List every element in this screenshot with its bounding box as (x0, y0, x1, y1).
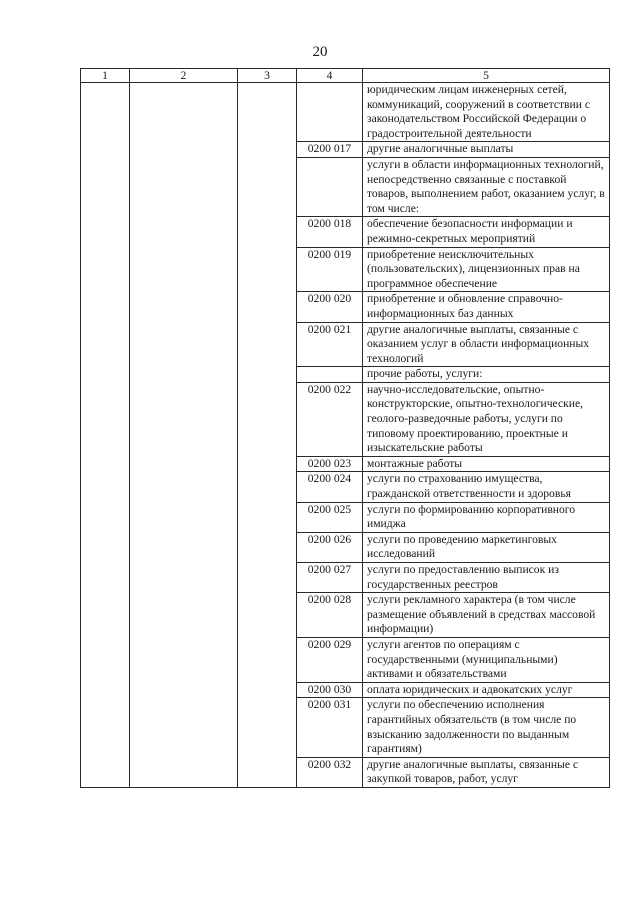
description-cell: услуги в области информационных технологий, непосредственно связанные с поставкой товаров, выполнением работ, оказанием услуг, в том числе: (363, 157, 610, 216)
description-cell: услуги по страхованию имущества, гражданской ответственности и здоровья (363, 472, 610, 502)
code-cell (297, 157, 363, 216)
description-cell: услуги по обеспечению исполнения гарантийных обязательств (в том числе по взысканию задолженности по выданным гарантиям) (363, 698, 610, 757)
empty-column-1-cell (81, 83, 130, 788)
description-cell: услуги по предоставлению выписок из государственных реестров (363, 563, 610, 593)
code-cell: 0200 022 (297, 382, 363, 456)
column-header: 1 (81, 69, 130, 83)
code-cell: 0200 025 (297, 502, 363, 532)
description-cell: научно-исследовательские, опытно-конструкторские, опытно-технологические, геолого-разведочные работы, услуги по типовому проектированию, проектные и изыскательские работы (363, 382, 610, 456)
code-cell: 0200 032 (297, 757, 363, 787)
table-body (81, 83, 610, 788)
description-cell: другие аналогичные выплаты, связанные с оказанием услуг в области информационных технологий (363, 322, 610, 367)
code-cell: 0200 027 (297, 563, 363, 593)
description-cell: услуги рекламного характера (в том числе размещение объявлений в средствах массовой информации) (363, 593, 610, 638)
code-cell: 0200 028 (297, 593, 363, 638)
description-cell: оплата юридических и адвокатских услуг (363, 682, 610, 698)
code-cell: 0200 030 (297, 682, 363, 698)
description-cell: другие аналогичные выплаты (363, 142, 610, 158)
empty-column-2-cell (130, 83, 238, 788)
code-cell: 0200 017 (297, 142, 363, 158)
column-header: 4 (297, 69, 363, 83)
description-cell: услуги по проведению маркетинговых исследований (363, 532, 610, 562)
column-header: 2 (130, 69, 238, 83)
description-cell: услуги по формированию корпоративного имиджа (363, 502, 610, 532)
empty-column-3-cell (238, 83, 297, 788)
description-cell: юридическим лицам инженерных сетей, коммуникаций, сооружений в соответствии с законодательством Российской Федерации о градостроительной деятельности (363, 83, 610, 142)
code-cell: 0200 031 (297, 698, 363, 757)
code-cell (297, 83, 363, 142)
code-cell: 0200 024 (297, 472, 363, 502)
code-cell: 0200 021 (297, 322, 363, 367)
description-cell: приобретение и обновление справочно-информационных баз данных (363, 292, 610, 322)
table-row (81, 83, 610, 142)
description-cell: услуги агентов по операциям с государственными (муниципальными) активами и обязательствами (363, 637, 610, 682)
code-cell: 0200 026 (297, 532, 363, 562)
code-cell: 0200 018 (297, 217, 363, 247)
code-cell: 0200 023 (297, 456, 363, 472)
column-header: 3 (238, 69, 297, 83)
description-cell: монтажные работы (363, 456, 610, 472)
code-cell: 0200 029 (297, 637, 363, 682)
page-number: 20 (312, 44, 328, 60)
code-cell: 0200 020 (297, 292, 363, 322)
code-cell (297, 367, 363, 383)
description-cell: приобретение неисключительных (пользовательских), лицензионных прав на программное обеспечение (363, 247, 610, 292)
description-cell: другие аналогичные выплаты, связанные с закупкой товаров, работ, услуг (363, 757, 610, 787)
table-header-row (81, 69, 610, 83)
code-cell: 0200 019 (297, 247, 363, 292)
description-cell: обеспечение безопасности информации и режимно-секретных мероприятий (363, 217, 610, 247)
budget-code-table (80, 68, 610, 788)
description-cell: прочие работы, услуги: (363, 367, 610, 383)
column-header: 5 (363, 69, 610, 83)
